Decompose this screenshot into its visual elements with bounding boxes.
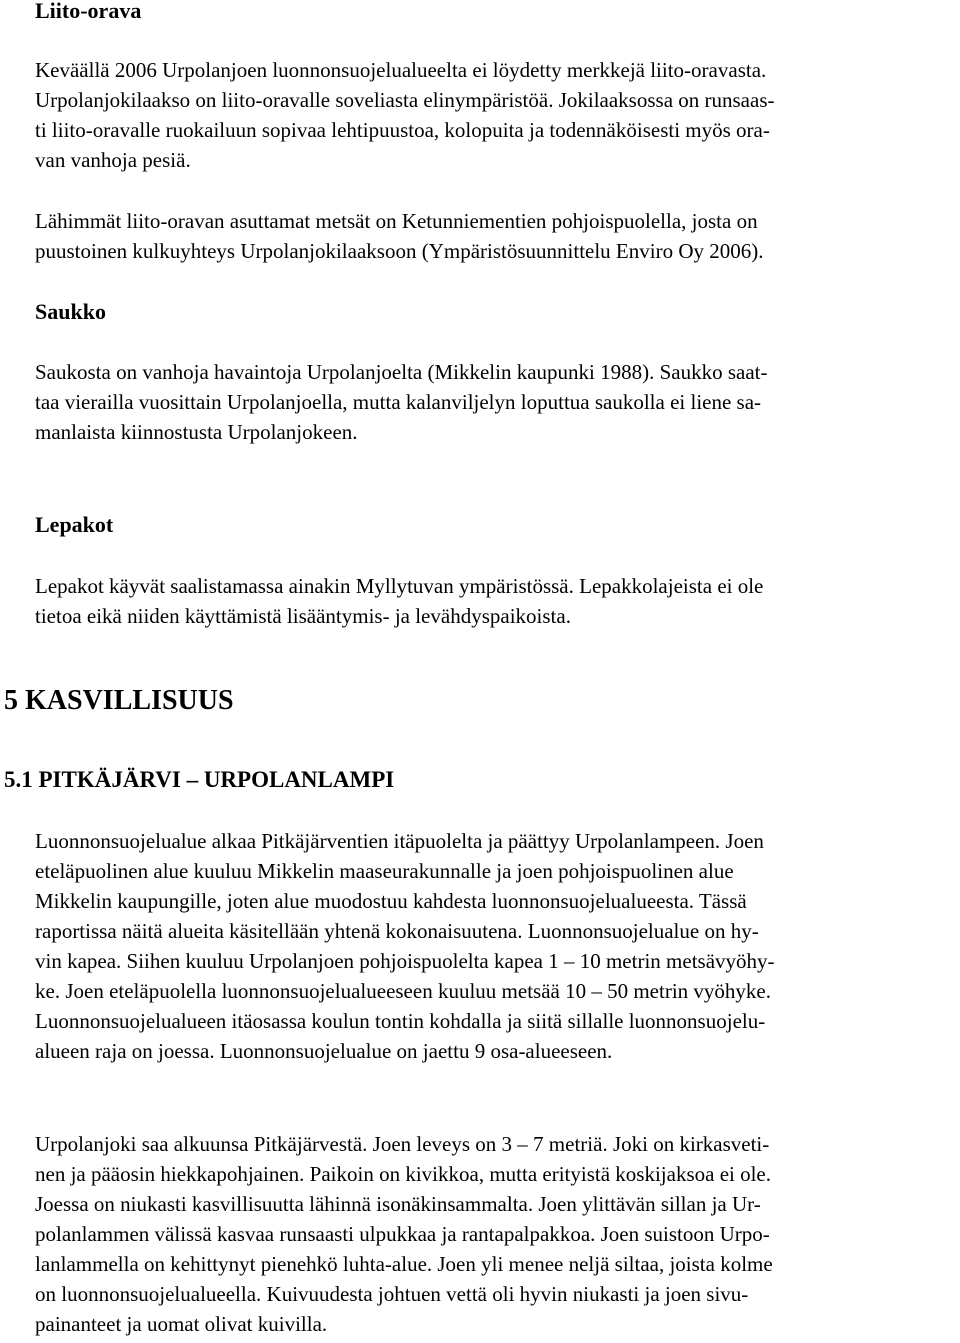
heading-lepakot: Lepakot — [35, 512, 114, 537]
paragraph-kasvillisuus-1 — [35, 826, 947, 1066]
text-line: puustoinen kulkuyhteys Urpolanjokilaaksoon (Ympäristösuunnittelu Enviro Oy 2006). — [35, 239, 764, 263]
text-line: ke. Joen eteläpuolella luonnonsuojelualueeseen kuuluu metsää 10 – 50 metrin vyöhyke. — [35, 979, 771, 1003]
text-line: Saukosta on vanhoja havaintoja Urpolanjoelta (Mikkelin kaupunki 1988). Saukko saat- — [35, 360, 768, 384]
paragraph-liito-orava-2 — [35, 206, 947, 266]
text-line: Mikkelin kaupungille, joten alue muodostuu kahdesta luonnonsuojelualueesta. Tässä — [35, 889, 747, 913]
text-line: van vanhoja pesiä. — [35, 148, 191, 172]
paragraph-saukko — [35, 357, 947, 447]
text-line: manlaista kiinnostusta Urpolanjokeen. — [35, 420, 358, 444]
text-line: Urpolanjokilaakso on liito-oravalle soveliasta elinympäristöä. Jokilaaksossa on runsaas- — [35, 88, 775, 112]
text-line: Lähimmät liito-oravan asuttamat metsät on Ketunniementien pohjoispuolella, josta on — [35, 209, 758, 233]
text-line: vin kapea. Siihen kuuluu Urpolanjoen pohjoispuolelta kapea 1 – 10 metrin metsävyöhy- — [35, 949, 775, 973]
text-line: polanlammen välissä kasvaa runsaasti ulpukkaa ja rantapalpakkoa. Joen suistoon Urpo- — [35, 1222, 770, 1246]
text-line: Lepakot käyvät saalistamassa ainakin Myllytuvan ympäristössä. Lepakkolajeista ei ole — [35, 574, 764, 598]
text-line: Urpolanjoki saa alkuunsa Pitkäjärvestä. Joen leveys on 3 – 7 metriä. Joki on kirkasveti- — [35, 1132, 770, 1156]
text-line: tietoa eikä niiden käyttämistä lisääntymis- ja levähdyspaikoista. — [35, 604, 571, 628]
text-line: raportissa näitä alueita käsitellään yhtenä kokonaisuutena. Luonnonsuojelualue on hy- — [35, 919, 759, 943]
text-line: eteläpuolinen alue kuuluu Mikkelin maaseurakunnalle ja joen pohjoispuolinen alue — [35, 859, 734, 883]
paragraph-lepakot — [35, 571, 947, 631]
text-line: nen ja pääosin hiekkapohjainen. Paikoin on kivikkoa, mutta erityistä koskijaksoa ei ole. — [35, 1162, 772, 1186]
text-line: on luonnonsuojelualueella. Kuivuudesta johtuen vettä oli hyvin niukasti ja joen sivu- — [35, 1282, 749, 1306]
text-line: Luonnonsuojelualue alkaa Pitkäjärventien itäpuolelta ja päättyy Urpolanlampeen. Joen — [35, 829, 764, 853]
text-line: Joessa on niukasti kasvillisuutta lähinnä isonäkinsammalta. Joen ylittävän sillan ja Ur- — [35, 1192, 761, 1216]
paragraph-liito-orava-1 — [35, 55, 947, 175]
text-line: lanlammella on kehittynyt pienehkö luhta-alue. Joen yli menee neljä siltaa, joista kolme — [35, 1252, 773, 1276]
text-line: taa vierailla vuosittain Urpolanjoella, mutta kalanviljelyn loputtua saukolla ei liene sa- — [35, 390, 762, 414]
heading-saukko: Saukko — [35, 299, 106, 324]
text-line: alueen raja on joessa. Luonnonsuojelualue on jaettu 9 osa-alueeseen. — [35, 1039, 613, 1063]
text-line: painanteet ja uomat olivat kuivilla. — [35, 1312, 328, 1336]
paragraph-kasvillisuus-2 — [35, 1129, 947, 1339]
text-line: Luonnonsuojelualueen itäosassa koulun tontin kohdalla ja siitä sillalle luonnonsuojelu- — [35, 1009, 766, 1033]
subheading-pitkajarvi-urpolanlampi: 5.1 PITKÄJÄRVI – URPOLANLAMPI — [4, 767, 395, 792]
text-line: ti liito-oravalle ruokailuun sopivaa lehtipuustoa, kolopuita ja todennäköisesti myös ora- — [35, 118, 770, 142]
heading-kasvillisuus: 5 KASVILLISUUS — [4, 685, 234, 716]
heading-liito-orava: Liito-orava — [35, 0, 142, 23]
text-line: Keväällä 2006 Urpolanjoen luonnonsuojelualueelta ei löydetty merkkejä liito-oravasta. — [35, 58, 767, 82]
